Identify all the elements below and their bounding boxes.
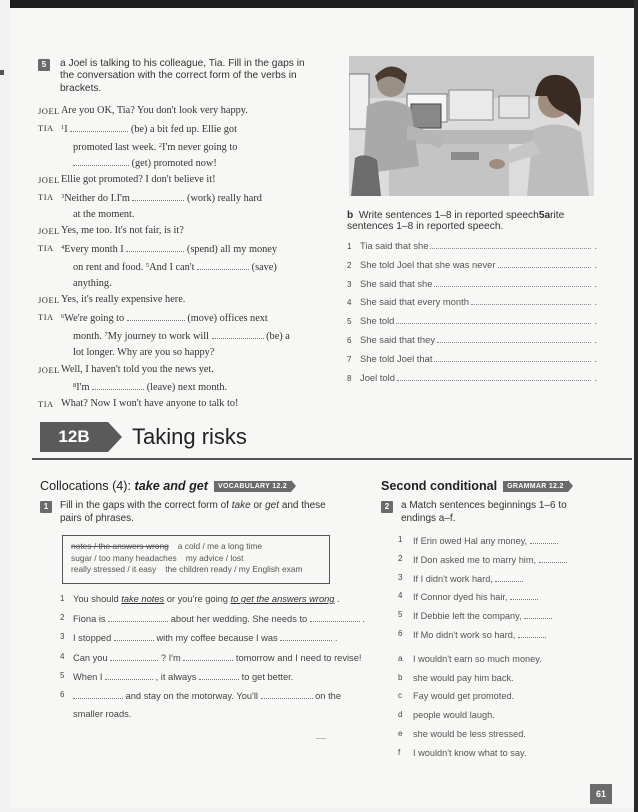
dialogue-text: anything. — [73, 278, 112, 290]
exercise-5a — [38, 58, 308, 413]
gap-number: 6 — [61, 312, 65, 320]
sentence-text: If I didn't work hard, — [413, 573, 493, 584]
row-number: 6 — [347, 335, 352, 345]
dialogue — [38, 103, 308, 412]
row-number: 5 — [347, 317, 352, 327]
answer-gap — [199, 671, 239, 680]
row-letter: a — [398, 653, 403, 663]
question-text: tomorrow and I need to revise! — [235, 652, 362, 663]
answer-line — [437, 335, 591, 343]
reported-speech-row — [347, 334, 597, 353]
reference-5a: 5a — [538, 210, 551, 221]
sentence-start: She said that she — [360, 277, 433, 289]
question-text: to get better. — [241, 671, 294, 682]
second-conditional-section — [381, 479, 601, 767]
gap-number: 2 — [158, 141, 163, 149]
margin-mark — [0, 70, 4, 75]
dialogue-line — [38, 120, 308, 138]
exercise-number-badge: 2 — [381, 501, 393, 513]
row-number: 3 — [347, 279, 352, 289]
sentence-start: She told — [360, 315, 395, 327]
dialogue-text: I'm — [76, 381, 90, 393]
answer-line — [430, 241, 591, 249]
dialogue-text: Are you OK, Tia? You don't look very happy. — [61, 105, 248, 117]
sentence-start: She told Joel that — [360, 352, 433, 364]
exercise-number-badge: 1 — [40, 501, 52, 513]
row-number: 1 — [347, 242, 352, 251]
dialogue-text: Neither do I. — [64, 192, 117, 204]
reported-speech-row — [347, 315, 597, 334]
sentence-ending — [381, 691, 601, 710]
row-number: 8 — [347, 373, 352, 383]
tag-arrow-icon — [291, 480, 296, 492]
sentence-text: If Connor dyed his hair, — [413, 592, 508, 603]
answer-gap — [197, 261, 249, 270]
dialogue-text: month. — [73, 331, 102, 343]
match-gap — [518, 629, 546, 638]
dialogue-line — [38, 103, 308, 119]
dialogue-line — [38, 396, 308, 412]
reported-speech-row — [347, 372, 597, 391]
office-illustration — [349, 56, 594, 196]
sentence-beginning — [381, 554, 601, 573]
tag-arrow-icon — [568, 480, 573, 492]
exercise-number-badge: 5 — [38, 59, 50, 71]
banner-arrow-icon — [108, 422, 122, 452]
reported-speech-row — [347, 353, 597, 372]
dialogue-text: I'm — [116, 192, 130, 204]
match-gap — [524, 610, 552, 619]
collocation-question — [40, 651, 362, 671]
answer-gap — [114, 632, 154, 641]
reported-speech-row — [347, 259, 597, 278]
sentence-beginning — [381, 610, 601, 629]
full-stop: . — [594, 297, 597, 308]
reported-speech-list — [347, 240, 597, 390]
question-text: on the — [315, 690, 341, 701]
question-text: , it always — [155, 671, 197, 682]
speaker-label: TIA — [38, 122, 54, 133]
dialogue-line — [38, 378, 308, 396]
sentence-beginning — [381, 535, 601, 554]
lesson-banner — [40, 421, 247, 453]
speaker-label: TIA — [38, 242, 54, 253]
dialogue-line — [38, 345, 308, 361]
dialogue-line — [38, 309, 308, 327]
answer-line — [397, 373, 592, 381]
answer-gap — [73, 157, 129, 166]
sentence-endings — [381, 654, 601, 767]
question-text: or you're going — [166, 594, 228, 604]
question-text: with my coffee because I was — [156, 633, 278, 644]
sentence-text: people would laugh. — [413, 710, 495, 721]
dialogue-text: at the moment. — [73, 209, 135, 220]
question-text: and stay on the motorway. You'll — [125, 690, 258, 701]
exercise-1-instruction: 1 Fill in the gaps with the correct form of take or get and these pairs of phrases. — [40, 500, 340, 525]
answer-gap — [70, 123, 128, 132]
question-text: I stopped — [73, 633, 112, 644]
full-stop: . — [594, 278, 597, 289]
dialogue-text: We're going to — [64, 312, 125, 324]
answer-line — [434, 279, 591, 287]
sentence-text: I wouldn't earn so much money. — [413, 653, 542, 664]
row-letter: f — [398, 747, 401, 757]
question-text: When I — [73, 671, 103, 682]
phrase-pair: my advice / lost — [185, 552, 244, 563]
grammar-tag: GRAMMAR 12.2 — [503, 481, 568, 492]
full-stop: . — [594, 316, 597, 327]
dialogue-text: Yes, it's really expensive here. — [61, 294, 186, 306]
phrase-row — [71, 564, 321, 576]
question-number: 5 — [60, 670, 65, 680]
dialogue-text: I — [64, 123, 68, 135]
dialogue-line — [38, 156, 308, 172]
question-text: about her wedding. She needs to — [170, 614, 308, 625]
dialogue-line — [38, 292, 308, 308]
answer-gap — [73, 690, 123, 699]
verb-hint: (leave) next month. — [146, 381, 228, 393]
dialogue-text: My journey to work will — [107, 331, 209, 343]
sentence-text: If Debbie left the company, — [413, 611, 522, 622]
match-gap — [539, 554, 567, 563]
answer-gap — [92, 381, 144, 390]
collocation-question — [40, 690, 340, 709]
sentence-text: Fay would get promoted. — [413, 691, 515, 702]
verb-hint: (be) a bit fed up. Ellie got — [130, 123, 237, 135]
gap-number: 5 — [145, 261, 150, 269]
row-number: 2 — [398, 553, 403, 563]
dialogue-text: Ellie got promoted? I don't believe it! — [61, 174, 216, 186]
answer-gap — [127, 312, 185, 321]
sentence-beginning — [381, 629, 601, 648]
verb-hint: (work) really hard — [187, 192, 262, 204]
sentence-ending — [381, 710, 601, 729]
gap-number: 7 — [104, 331, 108, 339]
reported-speech-row — [347, 240, 597, 259]
speaker-label: JOEL — [38, 106, 60, 117]
question-number: 2 — [60, 613, 65, 623]
verb-hint: (be) a — [266, 331, 290, 343]
answer-gap — [108, 613, 168, 622]
full-stop: . — [594, 334, 597, 345]
sentence-text: I wouldn't know what to say. — [413, 747, 527, 758]
question-text: . — [337, 594, 340, 604]
reported-speech-row — [347, 296, 597, 315]
answer-gap — [310, 613, 360, 622]
answer-line — [396, 316, 591, 324]
right-border — [634, 0, 638, 812]
collocations-heading: Collocations (4): take and get VOCABULARY 12.2 — [40, 479, 340, 493]
phrase-row — [71, 541, 321, 553]
speaker-label: TIA — [38, 311, 54, 322]
gap-number: 3 — [61, 192, 65, 200]
phrase-pair: sugar / too many headaches — [71, 552, 177, 563]
dialogue-text: lot longer. Why are you so happy? — [73, 347, 215, 359]
row-letter: d — [398, 710, 403, 720]
row-letter: b — [398, 672, 403, 682]
collocation-questions — [40, 594, 365, 728]
dialogue-text: What? Now I won't have anyone to talk to! — [61, 398, 239, 410]
question-text: Can you — [73, 652, 108, 663]
phrase-pair: really stressed / it easy — [71, 564, 157, 575]
row-number: 2 — [347, 260, 352, 270]
answer-gap — [183, 652, 233, 661]
page-number: 61 — [590, 784, 612, 804]
phrase-pair: a cold / me a long time — [177, 541, 263, 551]
section-divider — [32, 458, 632, 460]
speaker-label: JOEL — [38, 226, 60, 237]
dialogue-line — [38, 172, 308, 188]
sentence-start: She said that every month — [360, 296, 469, 308]
gap-number: 8 — [73, 381, 77, 389]
sentence-ending — [381, 673, 601, 692]
sentence-ending — [381, 654, 601, 673]
second-conditional-heading: Second conditional GRAMMAR 12.2 — [381, 479, 601, 493]
print-speck — [316, 738, 326, 739]
speaker-label: TIA — [38, 399, 54, 410]
question-number: 3 — [60, 632, 65, 642]
speaker-label: JOEL — [38, 175, 60, 186]
collocation-question — [40, 671, 340, 690]
collocation-question — [40, 709, 340, 728]
answer-gap — [110, 652, 158, 661]
worked-example: take notes — [121, 594, 165, 604]
dialogue-text: Yes, me too. It's not fair, is it? — [61, 225, 184, 237]
sentence-beginning — [381, 591, 601, 610]
gap-number: 1 — [61, 123, 65, 131]
gap-number: 4 — [61, 243, 65, 251]
phrase-row — [71, 553, 321, 565]
verb-hint: (move) offices next — [187, 312, 268, 324]
sentence-start: She told Joel that she was never — [360, 258, 496, 270]
answer-line — [498, 260, 592, 268]
lesson-title: Taking risks — [132, 424, 247, 449]
sentence-start: Tia said that she — [360, 240, 429, 251]
sentence-ending — [381, 729, 601, 748]
speaker-label: JOEL — [38, 295, 60, 306]
sentence-beginning — [381, 573, 601, 592]
phrase-pair: the children ready / my English exam — [165, 564, 303, 575]
answer-gap — [105, 671, 153, 680]
question-text: You should — [73, 594, 119, 604]
sentence-start: She said that they — [360, 333, 436, 345]
dialogue-text: Every month I — [64, 243, 124, 255]
dialogue-line — [38, 240, 308, 258]
answer-gap — [280, 632, 332, 641]
sentence-beginnings — [381, 535, 601, 648]
match-gap — [495, 573, 523, 582]
dialogue-text: Well, I haven't told you the news yet. — [61, 363, 214, 375]
dialogue-line — [38, 258, 308, 276]
exercise-5a-instruction: 5 a Joel is talking to his colleague, Tia. Fill in the gaps in the conversation with the correct form of the verbs in brackets. — [38, 58, 308, 95]
answer-gap — [212, 330, 264, 339]
speaker-label: JOEL — [38, 364, 60, 375]
dialogue-line — [38, 138, 308, 156]
question-text: smaller roads. — [73, 709, 132, 720]
sentence-text: If Mo didn't work so hard, — [413, 629, 516, 640]
phrase-pair: notes / the answers wrong — [71, 541, 169, 551]
full-stop: . — [594, 372, 597, 383]
dialogue-text: promoted last week. — [73, 141, 157, 153]
question-number: 4 — [60, 651, 65, 661]
collocation-question — [40, 632, 340, 651]
row-number: 3 — [398, 572, 403, 582]
row-letter: e — [398, 728, 403, 738]
question-text: ? I'm — [160, 652, 181, 663]
exercise-5b — [347, 210, 597, 390]
row-letter: c — [398, 691, 402, 701]
answer-gap — [261, 690, 313, 699]
question-number: 1 — [60, 594, 65, 603]
full-stop: . — [594, 241, 597, 251]
sentence-text: she would be less stressed. — [413, 728, 526, 739]
dialogue-text: I'm never going to — [162, 141, 238, 153]
dialogue-line — [38, 276, 308, 292]
answer-line — [434, 354, 591, 362]
match-gap — [530, 535, 558, 544]
question-text: Fiona is — [73, 614, 106, 625]
row-number: 5 — [398, 610, 403, 620]
speaker-label: TIA — [38, 191, 54, 202]
lesson-code: 12B — [40, 422, 108, 452]
worked-example: to get the answers wrong — [230, 594, 335, 604]
question-number: 6 — [60, 689, 65, 699]
question-text: . — [362, 614, 365, 625]
collocations-section — [40, 479, 365, 728]
match-gap — [510, 591, 538, 600]
verb-hint: (spend) all my money — [186, 243, 277, 255]
dialogue-text: on rent and food. — [73, 261, 144, 273]
sentence-text: she would pay him back. — [413, 672, 514, 683]
collocation-question — [40, 613, 365, 632]
reported-speech-row — [347, 278, 597, 297]
answer-gap — [126, 243, 184, 252]
answer-gap — [132, 192, 184, 201]
row-number: 7 — [347, 354, 352, 364]
instruction-text: Write sentences 1–8 in reported speech5arite sentences 1–8 in reported speech. — [347, 210, 565, 232]
dialogue-line — [38, 223, 308, 239]
dialogue-line — [38, 362, 308, 378]
sentence-ending — [381, 748, 601, 767]
sentence-text: If Erin owed Hal any money, — [413, 536, 528, 546]
exercise-5b-instruction: b Write sentences 1–8 in reported speech5arite sentences 1–8 in reported speech. — [347, 210, 565, 232]
exercise-2a-instruction: 2 a Match sentences beginnings 1–6 to endings a–f. — [381, 500, 601, 525]
dialogue-line — [38, 189, 308, 207]
answer-line — [471, 297, 592, 305]
full-stop: . — [594, 353, 597, 364]
sentence-text: If Don asked me to marry him, — [413, 554, 537, 565]
row-number: 6 — [398, 628, 403, 638]
sentence-start: Joel told — [360, 371, 395, 383]
vocabulary-tag: VOCABULARY 12.2 — [214, 481, 291, 492]
full-stop: . — [594, 259, 597, 270]
dialogue-line — [38, 327, 308, 345]
row-number: 4 — [398, 591, 403, 601]
phrase-box — [62, 535, 330, 584]
verb-hint: (save) — [251, 261, 277, 273]
dialogue-line — [38, 207, 308, 223]
dialogue-text: And I can't — [149, 261, 195, 273]
row-number: 1 — [398, 535, 403, 544]
row-number: 4 — [347, 298, 352, 308]
verb-hint: (get) promoted now! — [131, 158, 217, 170]
question-text: . — [334, 633, 338, 644]
collocation-question — [40, 594, 340, 613]
